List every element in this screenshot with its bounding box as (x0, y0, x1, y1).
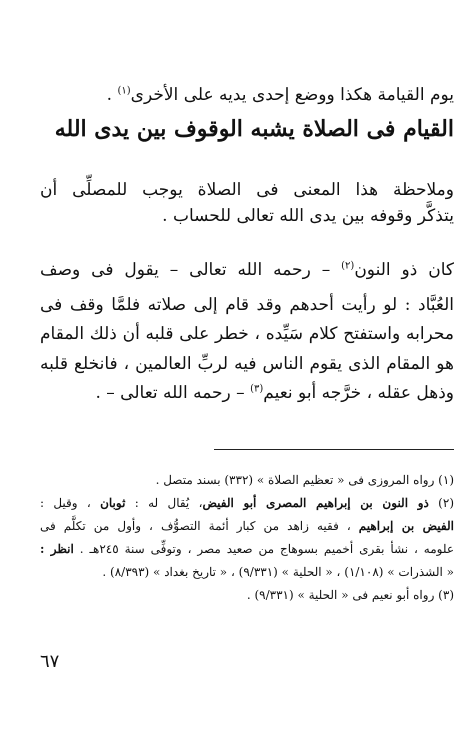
footnote-1: (١) رواه المروزى فى « تعظيم الصلاة » (٣٣٢) بسند متصل . (155, 473, 454, 487)
footnote-2-line-4: « الشذرات » (١/١٠٨) ، « الحلية » (٩/٣٣١) ، « تاريخ بغداد » (٨/٣٩٣) . (102, 565, 454, 579)
footnote-2-alt-name: الفيض بن إبراهيم (358, 519, 454, 533)
paragraph-1-line-2: يتذكَّر وقوفه بين يدى الله تعالى للحساب . (162, 206, 454, 226)
document-page (40, 0, 454, 733)
intro-end: . (106, 85, 118, 105)
paragraph-1-line-1: وملاحظة هذا المعنى فى الصلاة يوجب للمصلِّى أن (40, 180, 454, 200)
paragraph-2-line-5-end: – رحمه الله تعالى – . (95, 383, 251, 403)
paragraph-2-line-3: محرابه واستفتح كلام سَيِّده ، خطر على قلبه أن ذلك المقام (40, 324, 454, 344)
footnote-2-text-b: ، وقيل : (40, 496, 101, 510)
paragraph-2-line-1-end: – رحمه الله تعالى – يقول فى وصف (40, 260, 342, 280)
paragraph-2-line-1 (40, 259, 454, 281)
paragraph-2-line-5 (40, 382, 454, 404)
footnote-2-line-1 (40, 494, 454, 512)
footnote-ref-3[interactable]: (٣) (250, 383, 264, 395)
footnote-2-text-a: ، يُقال له : (125, 496, 203, 510)
footnote-2-number: (٢) (428, 496, 454, 510)
footnote-3: (٣) رواه أبو نعيم فى « الحلية » (٩/٣٣١) . (246, 588, 454, 602)
footnote-2-text-c: ، فقيه زاهد من كبار أئمة التصوُّف ، وأول من تكلَّم فى (40, 519, 359, 533)
intro-text: يوم القيامة هكذا ووضع إحدى يديه على الأخرى (130, 85, 454, 105)
footnote-ref-1[interactable]: (١) (117, 85, 131, 97)
section-heading: القيام فى الصلاة يشبه الوقوف بين يدى الله (54, 116, 454, 142)
footnote-2-line-2 (40, 517, 454, 535)
paragraph-2-line-1-start: كان ذو النون (354, 260, 454, 280)
footnote-2-alias: ثوبان (100, 496, 126, 510)
intro-paragraph-line (40, 84, 454, 106)
page-number: ٦٧ (40, 651, 60, 672)
footnote-2-name: ذو النون بن إبراهيم المصرى أبو الفيض (202, 496, 429, 510)
paragraph-2-line-5-start: وذهل عقله ، خرَّجه أبو نعيم (263, 383, 454, 403)
footnote-2-text-d: علومه ، نشأ بقرى أخميم بسوهاج من صعيد مصر ، وتوفِّى سنة ٢٤٥هـ . (73, 542, 454, 556)
footnote-divider (214, 449, 454, 450)
footnote-ref-2[interactable]: (٢) (341, 260, 355, 272)
paragraph-2-line-2: العُبَّاد : لو رأيت أحدهم وقد قام إلى صلاته فلمَّا وقف فى (40, 295, 454, 315)
footnote-2-line-3 (40, 540, 454, 558)
paragraph-2-line-4: هو المقام الذى يقوم الناس فيه لربِّ العالمين ، فانخلع قلبه (40, 354, 454, 374)
footnote-2-see: انظر : (40, 542, 74, 556)
